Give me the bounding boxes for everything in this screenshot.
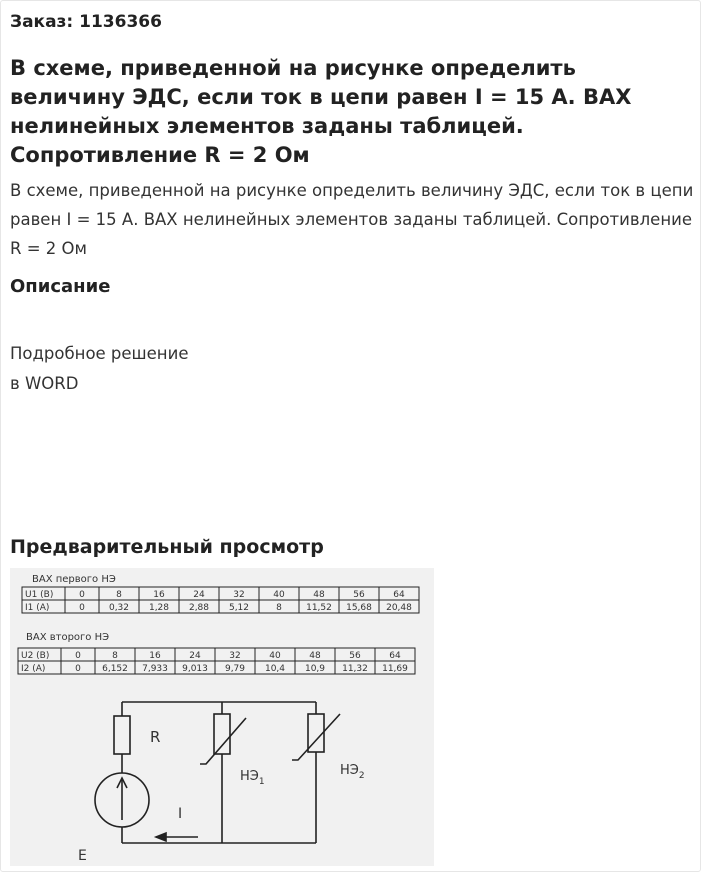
table2-cell: 24: [189, 651, 201, 661]
current-arrow-head: [156, 833, 166, 841]
table2-cell: 8: [112, 651, 118, 661]
table1-cell: 2,88: [188, 603, 210, 613]
label-ne1-text: НЭ: [240, 769, 259, 784]
label-emf: E: [78, 848, 87, 864]
table1-cell: 8: [116, 590, 122, 600]
table2-cell: 16: [149, 651, 161, 661]
nonlinear-element-1: [214, 714, 230, 754]
table1-cell: 8: [276, 603, 282, 613]
ne1-slash: [200, 718, 246, 764]
table2-cell: 7,933: [142, 664, 168, 674]
table1-cell: U1 (B): [25, 590, 54, 600]
solution-line: в WORD: [10, 374, 79, 393]
table1-cell: 11,52: [306, 603, 332, 613]
table1-cell: 5,12: [228, 603, 250, 613]
label-ne1-sub: 1: [258, 777, 265, 787]
label-ne2: [340, 763, 365, 781]
table2-cell: 11,69: [382, 664, 408, 674]
table1-cell: 1,28: [148, 603, 170, 613]
circuit-diagram: [95, 702, 340, 843]
table2-cell: 40: [269, 651, 281, 661]
table1-cell: 20,48: [386, 603, 412, 613]
table1-cell: I1 (A): [25, 603, 50, 613]
table2-cell: U2 (B): [21, 651, 50, 661]
table2-cell: 32: [229, 651, 241, 661]
table2-cell: 10,9: [304, 664, 326, 674]
problem-description: В схеме, приведенной на рисунке определить величину ЭДС, если ток в цепи равен I = 15 А. ВАХ нелинейных элементов заданы таблицей. Сопротивление R = 2 Ом: [10, 181, 694, 258]
table2: [18, 648, 415, 674]
preview-figure: [10, 568, 434, 866]
label-ne1: [240, 769, 265, 787]
table2-cell: 48: [309, 651, 321, 661]
table1-cell: 24: [193, 590, 205, 600]
table2-cell: 56: [349, 651, 361, 661]
table2-cell: 0: [75, 651, 81, 661]
table1-cell: 0: [79, 603, 85, 613]
preview-heading: Предварительный просмотр: [10, 536, 324, 558]
table1-cell: 48: [313, 590, 325, 600]
table1-cell: 15,68: [346, 603, 372, 613]
page-title: В схеме, приведенной на рисунке определить величину ЭДС, если ток в цепи равен I = 15 А. ВАХ нелинейных элементов заданы таблицей. Сопротивление R = 2 Ом: [10, 56, 632, 167]
table2-cell: 9,79: [224, 664, 246, 674]
description-heading: Описание: [10, 276, 111, 297]
table2-cell: I2 (A): [21, 664, 46, 674]
table1-cell: 16: [153, 590, 165, 600]
table1-cell: 0: [79, 590, 85, 600]
table2-cell: 11,32: [342, 664, 368, 674]
label-ne2-sub: 2: [358, 771, 365, 781]
solution-line: Подробное решение: [10, 344, 189, 363]
table1-cell: 56: [353, 590, 365, 600]
table2-caption: ВАХ второго НЭ: [26, 632, 110, 643]
table2-cell: 9,013: [182, 664, 208, 674]
solution-note: [10, 339, 188, 399]
table1: [22, 587, 419, 613]
label-r: R: [150, 728, 161, 746]
table2-cell: 64: [389, 651, 401, 661]
table2-cell: 6,152: [102, 664, 128, 674]
table1-cell: 0,32: [108, 603, 130, 613]
table1-cell: 32: [233, 590, 245, 600]
order-number: Заказ: 1136366: [10, 12, 162, 32]
table2-cell: 10,4: [264, 664, 286, 674]
table2-cell: 0: [75, 664, 81, 674]
preview-image: [10, 568, 434, 866]
label-current: I: [178, 806, 183, 822]
label-ne2-text: НЭ: [340, 763, 359, 778]
table1-caption: ВАХ первого НЭ: [32, 574, 116, 585]
table1-cell: 40: [273, 590, 285, 600]
table1-cell: 64: [393, 590, 405, 600]
resistor-r: [114, 716, 130, 754]
